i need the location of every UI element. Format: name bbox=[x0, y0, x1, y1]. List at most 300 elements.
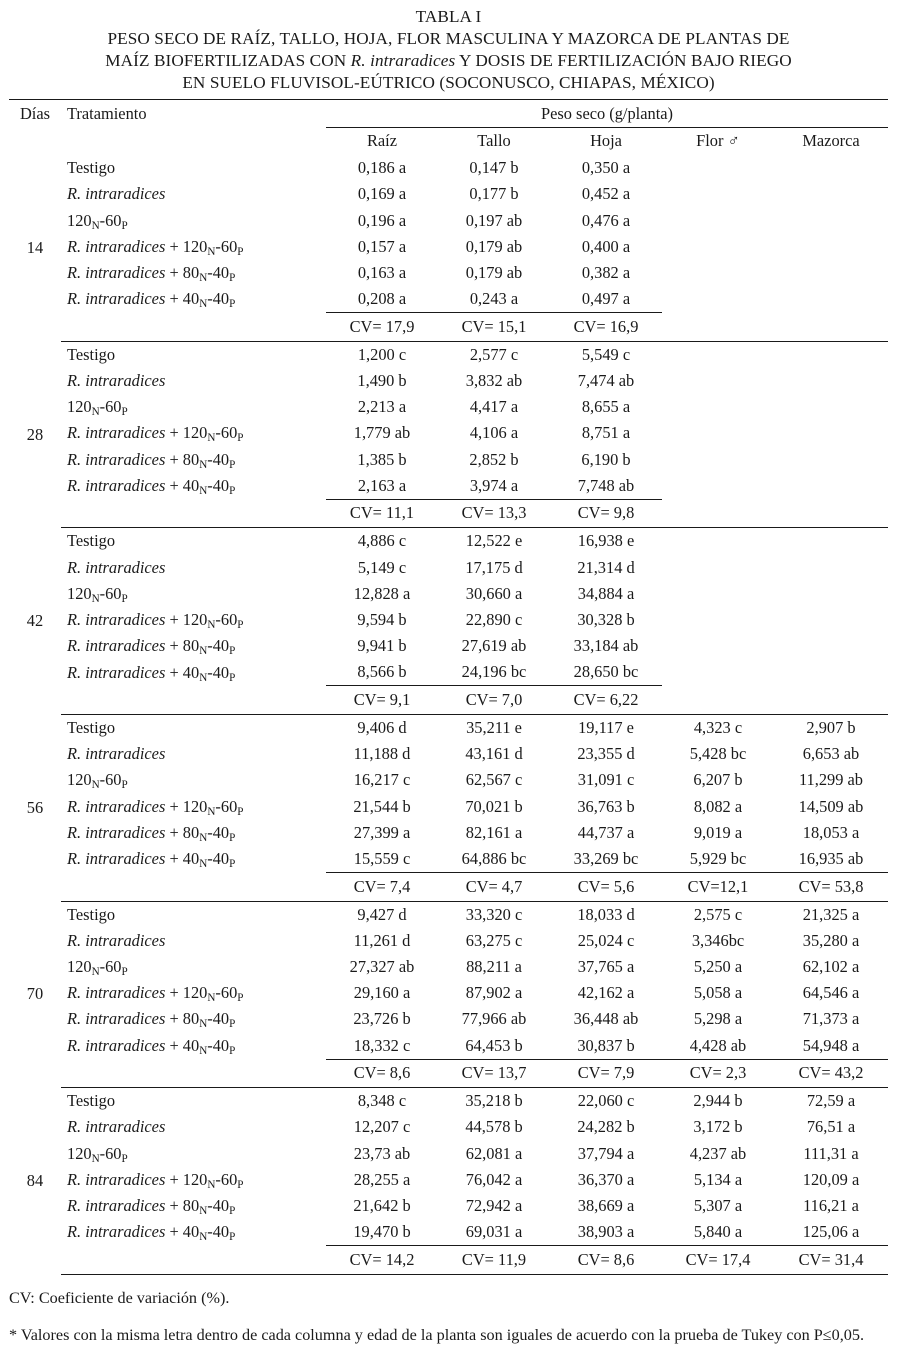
value-cell: 23,355 d bbox=[577, 744, 635, 764]
table-row bbox=[9, 341, 888, 368]
dias-cell-28: 28 bbox=[26, 424, 44, 444]
cv-cell: CV= 4,7 bbox=[438, 873, 550, 902]
value-cell bbox=[774, 394, 888, 420]
value-cell bbox=[774, 207, 888, 233]
value-cell: 42,162 a bbox=[577, 983, 635, 1003]
value-cell bbox=[662, 286, 774, 313]
value-cell: 21,544 b bbox=[353, 796, 411, 816]
treatment-label: Testigo bbox=[67, 158, 116, 178]
value-cell: 5,298 a bbox=[693, 1009, 743, 1029]
value-cell: 35,280 a bbox=[802, 930, 860, 950]
treatment-label: R. intraradices + $80_N-40_P$ bbox=[67, 449, 236, 471]
treatment-label: R. intraradices + $40_N-40_P$ bbox=[67, 1035, 236, 1057]
value-cell bbox=[774, 607, 888, 633]
value-cell: 1,779 ab bbox=[353, 423, 411, 443]
value-cell: 18,053 a bbox=[802, 822, 860, 842]
table-title-block bbox=[9, 0, 888, 94]
header-row-columns bbox=[9, 128, 888, 156]
cv-cell: CV= 6,22 bbox=[550, 686, 662, 715]
table-row bbox=[9, 1167, 888, 1193]
value-cell: 72,942 a bbox=[465, 1196, 523, 1216]
value-cell bbox=[662, 528, 774, 555]
cv-cell: CV= 13,3 bbox=[438, 499, 550, 528]
value-cell: 27,619 ab bbox=[461, 636, 527, 656]
value-cell: 17,175 d bbox=[465, 557, 523, 577]
table-row bbox=[9, 901, 888, 928]
treatment-label: Testigo bbox=[67, 531, 116, 551]
value-cell: 44,578 b bbox=[465, 1117, 523, 1137]
value-cell: 21,325 a bbox=[802, 904, 860, 924]
cv-cell: CV= 8,6 bbox=[326, 1059, 438, 1088]
value-cell: 2,852 b bbox=[469, 449, 519, 469]
value-cell bbox=[774, 181, 888, 207]
value-cell: 116,21 a bbox=[803, 1196, 859, 1216]
value-cell: 1,490 b bbox=[357, 370, 407, 390]
value-cell: 125,06 a bbox=[774, 1219, 888, 1246]
value-cell: 7,474 ab bbox=[577, 370, 635, 390]
value-cell: 16,217 c bbox=[353, 770, 411, 790]
value-cell bbox=[662, 260, 774, 286]
header-col-hoja: Hoja bbox=[590, 131, 622, 151]
value-cell bbox=[662, 633, 774, 659]
treatment-label: $120_N-60_P$ bbox=[67, 583, 128, 605]
cv-cell bbox=[774, 499, 888, 528]
value-cell: 4,323 c bbox=[693, 718, 743, 738]
value-cell: 0,179 ab bbox=[465, 236, 523, 256]
value-cell: 76,042 a bbox=[465, 1169, 523, 1189]
value-cell: 0,147 b bbox=[469, 158, 519, 178]
dias-cell-42: 42 bbox=[26, 611, 44, 631]
value-cell: 28,255 a bbox=[353, 1169, 411, 1189]
value-cell: 4,237 ab bbox=[689, 1143, 747, 1163]
treatment-label: $120_N-60_P$ bbox=[67, 210, 128, 232]
value-cell: 19,470 b bbox=[326, 1219, 438, 1246]
cv-cell: CV= 17,4 bbox=[662, 1246, 774, 1275]
value-cell: 5,929 bc bbox=[662, 846, 774, 873]
value-cell: 6,653 ab bbox=[802, 744, 860, 764]
value-cell: 0,177 b bbox=[469, 184, 519, 204]
cv-cell: CV= 2,3 bbox=[662, 1059, 774, 1088]
value-cell: 9,019 a bbox=[693, 822, 743, 842]
cv-row-spacer bbox=[61, 1246, 326, 1275]
value-cell: 30,328 b bbox=[577, 609, 635, 629]
value-cell: 0,452 a bbox=[581, 184, 631, 204]
cv-cell: CV= 7,4 bbox=[326, 873, 438, 902]
cv-cell: CV= 53,8 bbox=[774, 873, 888, 902]
cv-row bbox=[9, 313, 888, 342]
value-cell: 62,102 a bbox=[802, 957, 860, 977]
cv-cell: CV= 9,8 bbox=[550, 499, 662, 528]
value-cell: 0,350 a bbox=[581, 158, 631, 178]
treatment-label: Testigo bbox=[67, 344, 116, 364]
value-cell: 0,169 a bbox=[357, 184, 407, 204]
header-spacer-tratamiento bbox=[61, 128, 326, 156]
table-caption-line-2 bbox=[9, 50, 888, 72]
value-cell: 0,196 a bbox=[357, 210, 407, 230]
header-tratamiento: Tratamiento bbox=[61, 100, 326, 128]
treatment-label: R. intraradices + $120_N-60_P$ bbox=[67, 796, 244, 818]
value-cell: 9,427 d bbox=[357, 904, 407, 924]
value-cell bbox=[774, 659, 888, 686]
value-cell: 0,476 a bbox=[581, 210, 631, 230]
caption-2-part-a: MAÍZ BIOFERTILIZADAS CON bbox=[105, 51, 351, 71]
cv-row bbox=[9, 873, 888, 902]
treatment-label: $120_N-60_P$ bbox=[67, 397, 128, 419]
value-cell: 2,944 b bbox=[693, 1091, 743, 1111]
table-row bbox=[9, 607, 888, 633]
table-row bbox=[9, 1114, 888, 1140]
value-cell: 9,941 b bbox=[357, 636, 407, 656]
value-cell: 35,211 e bbox=[466, 718, 522, 738]
table-caption-line-1: PESO SECO DE RAÍZ, TALLO, HOJA, FLOR MASCULINA Y MAZORCA DE PLANTAS DE bbox=[107, 29, 790, 49]
value-cell: 16,938 e bbox=[577, 531, 635, 551]
value-cell: 120,09 a bbox=[802, 1169, 860, 1189]
value-cell: 71,373 a bbox=[802, 1009, 860, 1029]
value-cell: 72,59 a bbox=[806, 1091, 856, 1111]
value-cell: 5,134 a bbox=[693, 1169, 743, 1189]
treatment-label: R. intraradices bbox=[67, 1117, 166, 1137]
cv-row-spacer bbox=[61, 499, 326, 528]
value-cell: 0,243 a bbox=[438, 286, 550, 313]
value-cell bbox=[774, 420, 888, 446]
treatment-label: $120_N-60_P$ bbox=[67, 1143, 128, 1165]
treatment-label: R. intraradices bbox=[67, 184, 166, 204]
header-col-tallo: Tallo bbox=[477, 131, 511, 151]
cv-cell: CV= 5,6 bbox=[550, 873, 662, 902]
header-col-mazorca: Mazorca bbox=[802, 131, 860, 151]
table-row bbox=[9, 260, 888, 286]
value-cell: 35,218 b bbox=[465, 1091, 523, 1111]
dias-cell-14: 14 bbox=[26, 238, 44, 258]
treatment-label: R. intraradices + $80_N-40_P$ bbox=[67, 1196, 236, 1218]
value-cell: 87,902 a bbox=[465, 983, 523, 1003]
treatment-label: Testigo bbox=[67, 718, 116, 738]
value-cell: 33,269 bc bbox=[550, 846, 662, 873]
value-cell: 1,385 b bbox=[357, 449, 407, 469]
value-cell: 0,497 a bbox=[550, 286, 662, 313]
value-cell: 38,669 a bbox=[577, 1196, 635, 1216]
header-peso-seco-group: Peso seco (g/planta) bbox=[326, 100, 888, 128]
value-cell: 22,890 c bbox=[465, 609, 523, 629]
table-row bbox=[9, 234, 888, 260]
treatment-label: R. intraradices + $40_N-40_P$ bbox=[67, 849, 236, 871]
value-cell: 36,448 ab bbox=[573, 1009, 639, 1029]
value-cell: 4,417 a bbox=[469, 397, 519, 417]
value-cell: 4,428 ab bbox=[662, 1033, 774, 1060]
value-cell: 0,208 a bbox=[326, 286, 438, 313]
treatment-label: R. intraradices + $80_N-40_P$ bbox=[67, 262, 236, 285]
treatment-label: R. intraradices + $40_N-40_P$ bbox=[67, 1222, 236, 1244]
value-cell: 12,207 c bbox=[353, 1117, 411, 1137]
value-cell: 30,837 b bbox=[550, 1033, 662, 1060]
treatment-label: R. intraradices + $40_N-40_P$ bbox=[67, 289, 236, 311]
cv-note: CV: Coeficiente de variación (%). bbox=[9, 1288, 230, 1307]
value-cell: 70,021 b bbox=[465, 796, 523, 816]
table-row bbox=[9, 1193, 888, 1219]
cv-cell: CV= 16,9 bbox=[550, 313, 662, 342]
treatment-label: Testigo bbox=[67, 1091, 116, 1111]
value-cell: 8,566 b bbox=[326, 659, 438, 686]
value-cell: 16,935 ab bbox=[774, 846, 888, 873]
header-col-raiz: Raíz bbox=[366, 131, 398, 151]
table-row bbox=[9, 286, 888, 313]
value-cell: 77,966 ab bbox=[461, 1009, 527, 1029]
value-cell: 33,184 ab bbox=[573, 636, 639, 656]
table-row bbox=[9, 954, 888, 980]
value-cell: 7,748 ab bbox=[550, 473, 662, 500]
value-cell: 5,307 a bbox=[693, 1196, 743, 1216]
cv-cell: CV= 31,4 bbox=[774, 1246, 888, 1275]
value-cell: 11,188 d bbox=[353, 744, 411, 764]
table-row bbox=[9, 446, 888, 472]
value-cell: 14,509 ab bbox=[798, 796, 864, 816]
cv-cell: CV= 14,2 bbox=[326, 1246, 438, 1275]
table-row bbox=[9, 1219, 888, 1246]
cv-cell: CV= 17,9 bbox=[326, 313, 438, 342]
table-row bbox=[9, 1141, 888, 1167]
treatment-label: R. intraradices + $120_N-60_P$ bbox=[67, 1169, 244, 1191]
value-cell: 5,149 c bbox=[357, 557, 407, 577]
table-footnotes bbox=[9, 1288, 888, 1347]
table-row bbox=[9, 767, 888, 793]
header-col-flor: Flor ♂ bbox=[696, 131, 740, 151]
treatment-label: R. intraradices bbox=[67, 370, 166, 390]
table-body bbox=[9, 155, 888, 1274]
value-cell: 1,200 c bbox=[357, 344, 407, 364]
value-cell: 29,160 a bbox=[353, 983, 411, 1003]
cv-row bbox=[9, 1059, 888, 1088]
treatment-label: $120_N-60_P$ bbox=[67, 957, 128, 979]
value-cell: 4,106 a bbox=[469, 423, 519, 443]
value-cell: 9,406 d bbox=[357, 718, 407, 738]
value-cell bbox=[662, 473, 774, 500]
table-row bbox=[9, 820, 888, 846]
table-row bbox=[9, 528, 888, 555]
value-cell bbox=[662, 341, 774, 368]
table-row bbox=[9, 633, 888, 659]
cv-cell bbox=[774, 686, 888, 715]
value-cell bbox=[774, 260, 888, 286]
value-cell: 64,453 b bbox=[438, 1033, 550, 1060]
value-cell bbox=[774, 555, 888, 581]
treatment-label: Testigo bbox=[67, 904, 116, 924]
value-cell bbox=[662, 394, 774, 420]
cv-row-spacer bbox=[61, 686, 326, 715]
table-row bbox=[9, 473, 888, 500]
value-cell bbox=[662, 607, 774, 633]
table-row bbox=[9, 181, 888, 207]
table-row bbox=[9, 1033, 888, 1060]
table-row bbox=[9, 714, 888, 741]
cv-cell: CV= 11,9 bbox=[438, 1246, 550, 1275]
cv-row bbox=[9, 499, 888, 528]
value-cell: 0,186 a bbox=[357, 158, 407, 178]
cv-row-spacer bbox=[61, 1059, 326, 1088]
value-cell: 8,348 c bbox=[357, 1091, 407, 1111]
value-cell: 64,546 a bbox=[802, 983, 860, 1003]
tukey-note: * Valores con la misma letra dentro de cada columna y edad de la planta son iguales de acuerdo con la prueba de Tukey con P≤0,05. bbox=[9, 1326, 865, 1345]
value-cell: 0,179 ab bbox=[465, 262, 523, 282]
cv-cell bbox=[662, 686, 774, 715]
value-cell: 5,840 a bbox=[662, 1219, 774, 1246]
value-cell: 6,207 b bbox=[693, 770, 743, 790]
value-cell bbox=[662, 446, 774, 472]
value-cell: 88,211 a bbox=[466, 957, 522, 977]
table-row bbox=[9, 368, 888, 394]
value-cell bbox=[774, 581, 888, 607]
value-cell: 63,275 c bbox=[465, 930, 523, 950]
treatment-label: R. intraradices + $120_N-60_P$ bbox=[67, 423, 244, 445]
value-cell: 18,033 d bbox=[577, 904, 635, 924]
treatment-label: R. intraradices bbox=[67, 744, 166, 764]
value-cell: 64,886 bc bbox=[438, 846, 550, 873]
value-cell: 11,299 ab bbox=[798, 770, 864, 790]
table-row bbox=[9, 155, 888, 181]
value-cell: 28,650 bc bbox=[550, 659, 662, 686]
cv-cell: CV= 15,1 bbox=[438, 313, 550, 342]
value-cell: 2,907 b bbox=[806, 718, 856, 738]
table-row bbox=[9, 928, 888, 954]
cv-row bbox=[9, 686, 888, 715]
value-cell: 43,161 d bbox=[465, 744, 523, 764]
value-cell: 8,751 a bbox=[581, 423, 631, 443]
value-cell bbox=[774, 473, 888, 500]
value-cell: 23,726 b bbox=[353, 1009, 411, 1029]
value-cell: 23,73 ab bbox=[353, 1143, 411, 1163]
value-cell: 11,261 d bbox=[353, 930, 411, 950]
treatment-label: $120_N-60_P$ bbox=[67, 770, 128, 792]
value-cell bbox=[774, 234, 888, 260]
value-cell: 37,765 a bbox=[577, 957, 635, 977]
treatment-label: R. intraradices + $120_N-60_P$ bbox=[67, 609, 244, 632]
value-cell: 34,884 a bbox=[577, 583, 635, 603]
value-cell: 37,794 a bbox=[577, 1143, 635, 1163]
value-cell: 62,567 c bbox=[465, 770, 523, 790]
table-row bbox=[9, 1006, 888, 1032]
value-cell: 24,196 bc bbox=[438, 659, 550, 686]
value-cell: 2,213 a bbox=[357, 397, 407, 417]
value-cell bbox=[662, 207, 774, 233]
dry-weight-table bbox=[9, 99, 888, 1275]
header-row-group bbox=[9, 100, 888, 128]
value-cell: 5,250 a bbox=[693, 957, 743, 977]
value-cell bbox=[662, 368, 774, 394]
value-cell: 8,082 a bbox=[693, 796, 743, 816]
value-cell: 38,903 a bbox=[550, 1219, 662, 1246]
value-cell: 69,031 a bbox=[438, 1219, 550, 1246]
value-cell bbox=[774, 446, 888, 472]
value-cell: 62,081 a bbox=[465, 1143, 523, 1163]
cv-cell: CV= 7,9 bbox=[550, 1059, 662, 1088]
caption-2-species: R. intraradices bbox=[350, 51, 456, 71]
caption-2-part-b: Y DOSIS DE FERTILIZACIÓN BAJO RIEGO bbox=[455, 51, 792, 71]
header-spacer-dias bbox=[9, 128, 61, 156]
value-cell bbox=[774, 368, 888, 394]
treatment-label: R. intraradices + $80_N-40_P$ bbox=[67, 822, 236, 844]
value-cell bbox=[774, 633, 888, 659]
dias-cell-56: 56 bbox=[26, 797, 44, 817]
value-cell bbox=[662, 659, 774, 686]
value-cell: 12,828 a bbox=[353, 583, 411, 603]
value-cell bbox=[774, 341, 888, 368]
treatment-label: R. intraradices + $120_N-60_P$ bbox=[67, 983, 244, 1005]
value-cell: 2,163 a bbox=[326, 473, 438, 500]
value-cell bbox=[774, 528, 888, 555]
value-cell: 12,522 e bbox=[465, 531, 523, 551]
value-cell: 0,197 ab bbox=[465, 210, 523, 230]
value-cell: 18,332 c bbox=[326, 1033, 438, 1060]
table-caption-line-3: EN SUELO FLUVISOL-EÚTRICO (SOCONUSCO, CHIAPAS, MÉXICO) bbox=[182, 73, 715, 93]
cv-row-spacer bbox=[61, 873, 326, 902]
value-cell: 0,163 a bbox=[357, 262, 407, 282]
value-cell bbox=[662, 155, 774, 181]
value-cell: 9,594 b bbox=[357, 609, 407, 629]
value-cell: 30,660 a bbox=[465, 583, 523, 603]
value-cell bbox=[662, 234, 774, 260]
value-cell: 5,428 bc bbox=[689, 744, 747, 764]
value-cell: 4,886 c bbox=[357, 531, 407, 551]
cv-cell: CV= 9,1 bbox=[326, 686, 438, 715]
table-row bbox=[9, 581, 888, 607]
value-cell bbox=[774, 286, 888, 313]
cv-cell: CV= 7,0 bbox=[438, 686, 550, 715]
value-cell: 0,382 a bbox=[581, 262, 631, 282]
value-cell: 33,320 c bbox=[465, 904, 523, 924]
value-cell bbox=[774, 155, 888, 181]
value-cell: 36,763 b bbox=[577, 796, 635, 816]
value-cell: 54,948 a bbox=[774, 1033, 888, 1060]
value-cell: 3,172 b bbox=[693, 1117, 743, 1137]
table-row bbox=[9, 659, 888, 686]
dias-cell-84: 84 bbox=[26, 1171, 44, 1190]
cv-cell: CV= 11,1 bbox=[326, 499, 438, 528]
value-cell: 6,190 b bbox=[581, 449, 631, 469]
value-cell: 44,737 a bbox=[577, 822, 635, 842]
cv-cell: CV= 13,7 bbox=[438, 1059, 550, 1088]
dias-cell-70: 70 bbox=[26, 984, 44, 1004]
value-cell: 31,091 c bbox=[577, 770, 635, 790]
value-cell: 5,058 a bbox=[693, 983, 743, 1003]
table-row bbox=[9, 741, 888, 767]
value-cell: 111,31 a bbox=[803, 1143, 859, 1163]
treatment-label: R. intraradices + $80_N-40_P$ bbox=[67, 1009, 236, 1031]
table-row bbox=[9, 1088, 888, 1115]
value-cell bbox=[662, 581, 774, 607]
value-cell: 82,161 a bbox=[465, 822, 523, 842]
table-row bbox=[9, 794, 888, 820]
cv-cell: CV=12,1 bbox=[662, 873, 774, 902]
value-cell: 8,655 a bbox=[581, 397, 631, 417]
value-cell: 3,346bc bbox=[691, 930, 745, 950]
table-head bbox=[9, 100, 888, 156]
value-cell: 21,642 b bbox=[353, 1196, 411, 1216]
header-dias: Días bbox=[9, 100, 61, 128]
value-cell: 2,577 c bbox=[469, 344, 519, 364]
treatment-label: R. intraradices + $120_N-60_P$ bbox=[67, 236, 244, 258]
value-cell bbox=[662, 181, 774, 207]
value-cell: 5,549 c bbox=[581, 344, 631, 364]
value-cell: 2,575 c bbox=[693, 904, 743, 924]
treatment-label: R. intraradices bbox=[67, 557, 166, 577]
table-row bbox=[9, 207, 888, 233]
value-cell: 19,117 e bbox=[578, 718, 634, 738]
cv-row bbox=[9, 1246, 888, 1275]
value-cell: 27,399 a bbox=[353, 822, 411, 842]
value-cell: 25,024 c bbox=[577, 930, 635, 950]
treatment-label: R. intraradices bbox=[67, 930, 166, 950]
value-cell: 0,157 a bbox=[357, 236, 407, 256]
treatment-label: R. intraradices + $40_N-40_P$ bbox=[67, 662, 236, 684]
